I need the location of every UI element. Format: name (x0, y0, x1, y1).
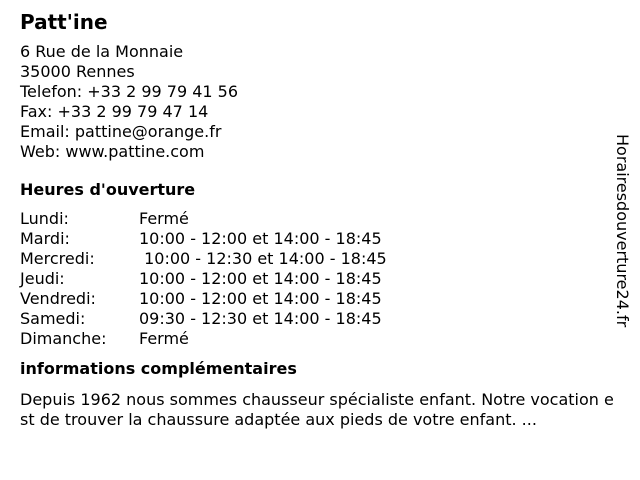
hours-time: 10:00 - 12:30 et 14:00 - 18:45 (139, 249, 387, 268)
phone-line: Telefon: +33 2 99 79 41 56 (20, 82, 239, 101)
hours-table (20, 209, 387, 349)
hours-row (20, 309, 387, 329)
hours-time: 10:00 - 12:00 et 14:00 - 18:45 (139, 269, 382, 288)
hours-row (20, 329, 387, 349)
fax-line: Fax: +33 2 99 79 47 14 (20, 102, 209, 121)
hours-time: 10:00 - 12:00 et 14:00 - 18:45 (139, 289, 382, 308)
info-description: Depuis 1962 nous sommes chausseur spécialiste enfant. Notre vocation est de trouver la chaussure adaptée aux pieds de votre enfant. ... (20, 390, 614, 429)
hours-time: 09:30 - 12:30 et 14:00 - 18:45 (139, 309, 382, 328)
hours-row (20, 289, 387, 309)
address-street: 6 Rue de la Monnaie (20, 42, 184, 61)
hours-day: Mercredi: (20, 249, 95, 268)
hours-day: Jeudi: (20, 269, 65, 288)
business-name: Patt'ine (20, 10, 108, 34)
hours-time: Fermé (139, 209, 189, 228)
web-line: Web: www.pattine.com (20, 142, 205, 161)
business-card (20, 10, 620, 430)
hours-row (20, 229, 387, 249)
hours-time: 10:00 - 12:00 et 14:00 - 18:45 (139, 229, 382, 248)
hours-time: Fermé (139, 329, 189, 348)
email-line: Email: pattine@orange.fr (20, 122, 222, 141)
site-watermark: Horairesdouverture24.fr (613, 134, 632, 328)
hours-day: Dimanche: (20, 329, 107, 348)
hours-day: Vendredi: (20, 289, 96, 308)
info-heading: informations complémentaires (20, 359, 297, 378)
contact-block (20, 42, 620, 162)
hours-day: Samedi: (20, 309, 86, 328)
hours-row (20, 249, 387, 269)
address-city: 35000 Rennes (20, 62, 135, 81)
hours-day: Lundi: (20, 209, 69, 228)
hours-row (20, 269, 387, 289)
hours-row (20, 209, 387, 229)
hours-day: Mardi: (20, 229, 70, 248)
hours-heading: Heures d'ouverture (20, 180, 196, 199)
